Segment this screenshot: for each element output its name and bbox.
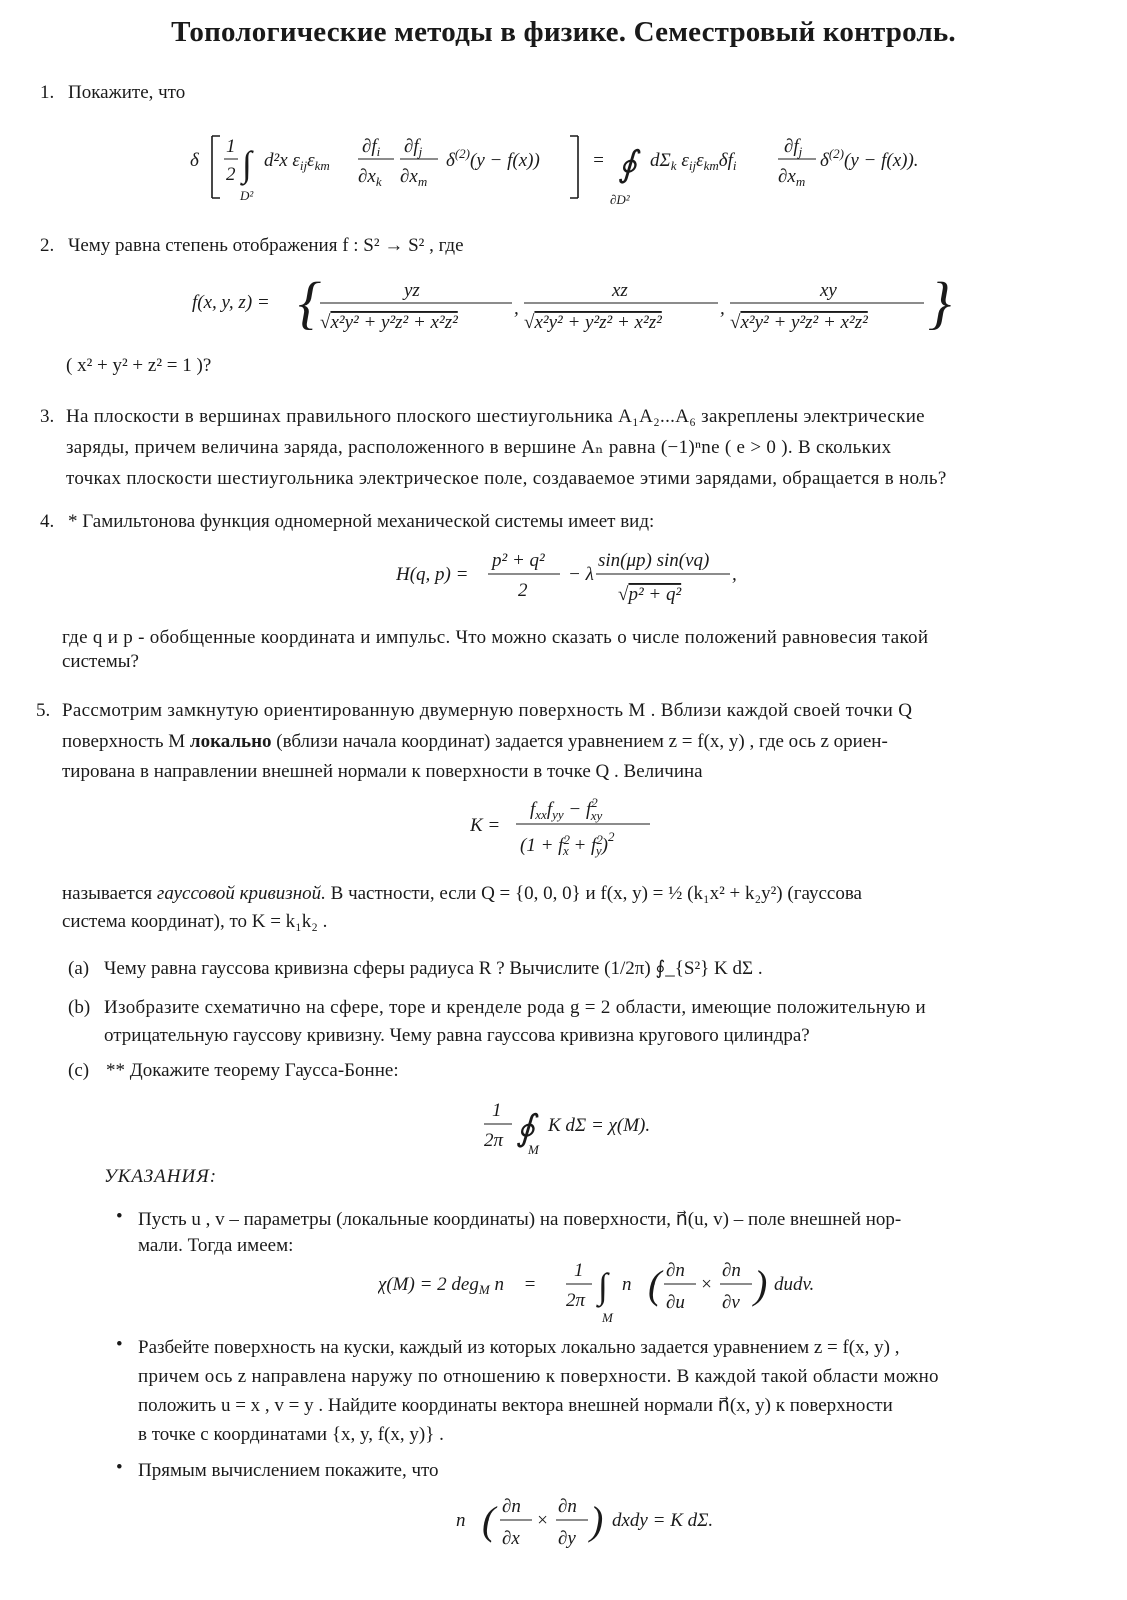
hint-3-formula-graphic [456,1490,756,1560]
svg-text:√x²y² + y²z² + x²z²: √x²y² + y²z² + x²z² [320,312,458,333]
svg-text:,: , [720,298,725,319]
svg-text:χ(M) = 2 degM n⃗ =: χ(M) = 2 deg$_M$ n⃗ = [378,1274,537,1297]
svg-text:∂xm: $\partial x_m$ [778,166,806,189]
svg-text:M: M [602,1310,613,1325]
problem-3-line-1: На плоскости в вершинах правильного плоского шестиугольника A₁A₂...A₆ закреплены электрические [66,406,925,427]
locally-bold: локально [189,731,272,752]
svg-text:1: 1 [492,1100,502,1121]
problem-3-line-3: точках плоскости шестиугольника электрическое поле, создаваемое этими зарядами, обращается в ноль? [66,468,947,489]
svg-text:=: = [592,150,605,171]
svg-text:D²: D² [240,188,254,203]
gaussian-curvature-term: гауссовой кривизной. [156,883,326,904]
svg-text:δ(2)(y − f(x)): $\delta^{(2)}(y - f(x))$ [446,146,540,171]
svg-text:∂n⃗: ∂n⃗ [722,1260,756,1281]
svg-text:∮: ∮ [618,144,637,184]
subproblem-a-text: Чему равна гауссова кривизна сферы радиуса R ? Вычислите (1/2π) ∮_{S²} K dΣ . [104,958,763,979]
svg-text:δ: δ [190,150,199,171]
svg-text:n⃗ ·: n⃗ · [456,1510,490,1531]
svg-text:K =: K = [470,815,501,836]
problem-1-number: 1. [40,82,55,103]
subproblem-c-text: ** Докажите теорему Гаусса-Бонне: [106,1060,399,1081]
subproblem-b-line-2: отрицательную гауссову кривизну. Чему равна гауссова кривизна кругового цилиндра? [104,1025,810,1046]
problem-5-line-4 [62,880,862,908]
svg-text:1: 1 [226,136,236,157]
problem-5-number: 5. [36,700,51,721]
svg-text:M: M [528,1142,539,1157]
svg-text:yz: yz [404,280,420,301]
problem-2-condition: ( x² + y² + z² = 1 )? [66,355,212,376]
svg-text:fxxfyy − f2xy: $f_{xx}f_{yy} - f^2$ xy [530,795,603,823]
problem-4-line-2: системы? [62,651,139,672]
svg-text:√x²y² + y²z² + x²z²: √x²y² + y²z² + x²z² [730,312,868,333]
svg-text:H(q, p) =: H(q, p) = [396,564,469,585]
svg-text:∂x: ∂x [502,1528,520,1549]
svg-text:√x²y² + y²z² + x²z²: √x²y² + y²z² + x²z² [524,312,662,333]
svg-text:2: 2 [226,164,236,185]
problem-4-formula-graphic [396,544,756,614]
problem-2-formula [192,278,952,356]
hint-1-formula-graphic [378,1254,838,1328]
svg-text:∂fj: $\partial f_j$ [784,136,803,159]
problem-2-text: Чему равна степень отображения f : S² → S² , где [68,235,464,256]
svg-text:2: 2 [518,580,528,601]
svg-text:∂v: ∂v [722,1292,740,1313]
svg-text:dxdy = K dΣ.: dxdy = K dΣ. [612,1510,714,1531]
gaussian-curvature-formula-graphic [470,793,670,863]
svg-text:∂fj: $\partial f_j$ [404,136,423,159]
problem-5-line-4-end: В частности, если Q = {0, 0, 0} и f(x, y) = ½ (k₁x² + k₂y²) (гауссова [325,883,862,904]
svg-text:∫: ∫ [242,144,252,184]
svg-text:d²x εijεkm: d²x $\varepsilon_{ij}\varepsilon_{km}$ [264,150,330,173]
svg-text:∂u: ∂u [666,1292,685,1313]
problem-5-line-2 [62,728,888,756]
svg-text:}: } [928,278,952,335]
svg-text:1: 1 [574,1260,584,1281]
svg-text:×: × [536,1510,549,1531]
svg-text:dΣk εijεkmδfi: $d\Sigma_k$ $\varepsilon_{ij}\varepsilon_{km}\delta f_i$ [650,150,737,173]
hint-2-line-3: положить u = x , v = y . Найдите координаты вектора внешней нормали n⃗(x, y) к поверхности [138,1395,893,1416]
svg-text:(: ( [648,1262,662,1307]
bullet-1-icon: • [116,1206,123,1227]
gauss-bonnet-formula-graphic [484,1096,704,1160]
problem-5-line-5: система координат), то K = k₁k₂ . [62,911,328,932]
svg-text:∂D²: ∂D² [610,192,630,207]
svg-text:∂n⃗: ∂n⃗ [502,1496,536,1517]
svg-text:√p² + q²: √p² + q² [618,584,682,605]
svg-text:dudv.: dudv. [774,1274,815,1295]
svg-text:∮: ∮ [516,1108,535,1148]
subproblem-b-label: (b) [68,997,91,1018]
svg-text:∂y: ∂y [558,1528,576,1549]
svg-text:sin(μp) sin(νq): sin(μp) sin(νq) [598,550,710,571]
svg-text:n⃗ ·: n⃗ · [622,1274,656,1295]
svg-text:− λ: − λ [568,564,594,585]
problem-1-text: Покажите, что [68,82,186,103]
svg-text:(: ( [482,1498,496,1543]
subproblem-b-line-1: Изобразите схематично на сфере, торе и кренделе рода g = 2 области, имеющие положительную и [104,997,927,1018]
svg-text:∫: ∫ [598,1266,608,1306]
svg-text:(1 + f2x + f2y)2: ($1 + f^2$ $x + f^2$ y)$^2$ [520,829,615,858]
problem-4-text: * Гамильтонова функция одномерной механической системы имеет вид: [68,511,655,532]
gaussian-curvature-formula [470,793,670,871]
svg-text:xy: xy [820,280,837,301]
hint-3-line-1: Прямым вычислением покажите, что [138,1460,439,1481]
problem-5-line-1: Рассмотрим замкнутую ориентированную двумерную поверхность M . Вблизи каждой своей точки Q [62,700,913,721]
svg-text:∂n⃗: ∂n⃗ [666,1260,700,1281]
problem-2-formula-graphic [192,278,952,348]
problem-4-number: 4. [40,511,55,532]
svg-text:f(x, y, z) =: f(x, y, z) = [192,292,270,313]
hint-3-formula [456,1490,756,1568]
svg-text:): ) [754,1262,768,1307]
svg-text:∂xm: $\partial x_m$ [400,166,428,189]
svg-text:×: × [700,1274,713,1295]
hint-2-line-1: Разбейте поверхность на куски, каждый из которых локально задается уравнением z = f(x, y) , [138,1337,900,1358]
hint-2-line-2: причем ось z направлена наружу по отношению к поверхности. В каждой такой области можно [138,1366,939,1387]
svg-text:p² + q²: p² + q² [492,550,545,571]
svg-text:2π: 2π [566,1290,586,1311]
bullet-2-icon: • [116,1334,123,1355]
svg-text:2π: 2π [484,1130,504,1151]
svg-text:,: , [514,298,519,319]
problem-5-line-3: тирована в направлении внешней нормали к поверхности в точке Q . Величина [62,761,703,782]
hint-2-line-4: в точке с координатами {x, y, f(x, y)} . [138,1424,444,1445]
svg-text:∂fi: $\partial f_i$ [362,136,381,159]
hint-1-formula [378,1254,838,1336]
svg-text:K dΣ = χ(M).: K dΣ = χ(M). [548,1115,651,1136]
problem-5-line-2-end: (вблизи начала координат) задается уравнением z = f(x, y) , где ось z ориен- [271,731,888,752]
svg-text:,: , [732,564,737,585]
problem-4-line-1: где q и p - обобщенные координата и импульс. Что можно сказать о числе положений равновесия такой [62,627,929,648]
problem-2-number: 2. [40,235,55,256]
svg-text:{: { [298,278,322,335]
problem-3-line-2: заряды, причем величина заряда, расположенного в вершине Aₙ равна (−1)ⁿne ( e > 0 ). В скольких [66,437,892,458]
svg-text:∂xk: $\partial x_k$ [358,166,382,189]
problem-1-formula-graphic [190,128,960,208]
gauss-bonnet-formula [484,1096,704,1168]
bullet-3-icon: • [116,1457,123,1478]
problem-5-line-4-start: называется [62,883,157,904]
svg-text:): ) [590,1498,604,1543]
subproblem-a-label: (a) [68,958,90,979]
subproblem-c-label: (c) [68,1060,90,1081]
problem-4-formula [396,544,756,622]
svg-text:δ(2)(y − f(x)).: $\delta^{(2)}(y - f(x))$. [820,146,919,171]
svg-text:∂n⃗: ∂n⃗ [558,1496,592,1517]
problem-3-number: 3. [40,406,55,427]
hints-title: УКАЗАНИЯ: [104,1166,218,1187]
hint-1-line-1: Пусть u , v – параметры (локальные координаты) на поверхности, n⃗(u, v) – поле внешней нор- [138,1209,902,1230]
hint-1-line-2: мали. Тогда имеем: [138,1235,294,1256]
problem-1-formula [190,128,960,216]
page-title: Топологические методы в физике. Семестровый контроль. [171,16,956,48]
problem-5-line-2-start: поверхность M [62,731,190,752]
svg-text:xz: xz [612,280,628,301]
